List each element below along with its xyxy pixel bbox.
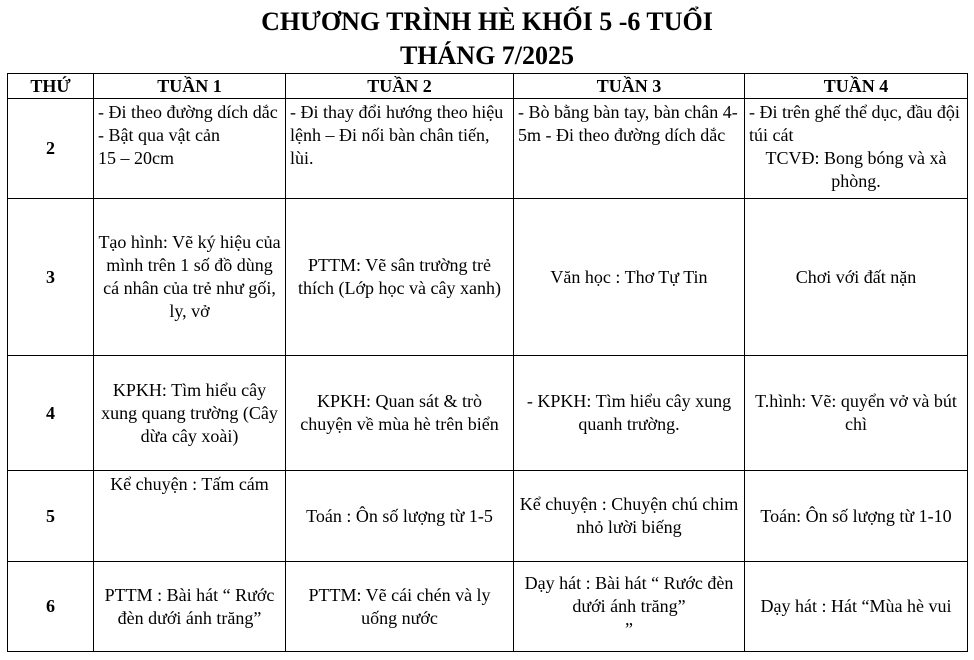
activity-text: - Đi trên ghế thể dục, đầu đội túi cát <box>749 102 960 145</box>
table-row <box>8 99 968 199</box>
schedule-table <box>7 73 968 652</box>
activity-cell: Kể chuyện : Chuyện chú chim nhỏ lười biếng <box>514 471 745 562</box>
activity-cell: Toán: Ôn số lượng từ 1-10 <box>745 471 968 562</box>
header-week-3: TUẦN 3 <box>514 74 745 99</box>
activity-cell: PTTM: Vẽ sân trường trẻ thích (Lớp học và cây xanh) <box>286 199 514 356</box>
header-row <box>8 74 968 99</box>
activity-cell: - Bò bằng bàn tay, bàn chân 4-5m - Đi theo đường dích dắc <box>514 99 745 199</box>
activity-cell: Tạo hình: Vẽ ký hiệu của mình trên 1 số đồ dùng cá nhân của trẻ như gối, ly, vở <box>94 199 286 356</box>
activity-cell: - Đi thay đổi hướng theo hiệu lệnh – Đi nối bàn chân tiến, lùi. <box>286 99 514 199</box>
day-cell: 2 <box>8 99 94 199</box>
header-week-1: TUẦN 1 <box>94 74 286 99</box>
activity-cell: T.hình: Vẽ: quyển vở và bút chì <box>745 356 968 471</box>
activity-cell: Dạy hát : Bài hát “ Rước đèn dưới ánh trăng” ” <box>514 562 745 652</box>
table-row <box>8 356 968 471</box>
header-week-2: TUẦN 2 <box>286 74 514 99</box>
activity-game-text: TCVĐ: Bong bóng và xà phòng. <box>765 148 947 191</box>
activity-cell: KPKH: Tìm hiểu cây xung quang trường (Cây dừa cây xoài) <box>94 356 286 471</box>
page-subtitle: THÁNG 7/2025 <box>399 41 575 70</box>
activity-cell: Toán : Ôn số lượng từ 1-5 <box>286 471 514 562</box>
header-week-4: TUẦN 4 <box>745 74 968 99</box>
activity-cell: - KPKH: Tìm hiểu cây xung quanh trường. <box>514 356 745 471</box>
table-row <box>8 471 968 562</box>
activity-cell: PTTM: Vẽ cái chén và ly uống nước <box>286 562 514 652</box>
day-cell: 4 <box>8 356 94 471</box>
activity-cell: Văn học : Thơ Tự Tin <box>514 199 745 356</box>
day-cell: 3 <box>8 199 94 356</box>
table-row <box>8 199 968 356</box>
table-row <box>8 562 968 652</box>
activity-cell: Chơi với đất nặn <box>745 199 968 356</box>
activity-cell: Dạy hát : Hát “Mùa hè vui <box>745 562 968 652</box>
activity-cell: PTTM : Bài hát “ Rước đèn dưới ánh trăng” <box>94 562 286 652</box>
activity-cell: KPKH: Quan sát & trò chuyện về mùa hè trên biển <box>286 356 514 471</box>
activity-cell: - Đi theo đường dích dắc - Bật qua vật cản 15 – 20cm <box>94 99 286 199</box>
header-day: THỨ <box>8 74 94 99</box>
day-cell: 5 <box>8 471 94 562</box>
activity-cell: Kể chuyện : Tấm cám <box>94 471 286 562</box>
day-cell: 6 <box>8 562 94 652</box>
page-title: CHƯƠNG TRÌNH HÈ KHỐI 5 -6 TUỔI <box>261 7 713 36</box>
activity-cell <box>745 99 968 199</box>
